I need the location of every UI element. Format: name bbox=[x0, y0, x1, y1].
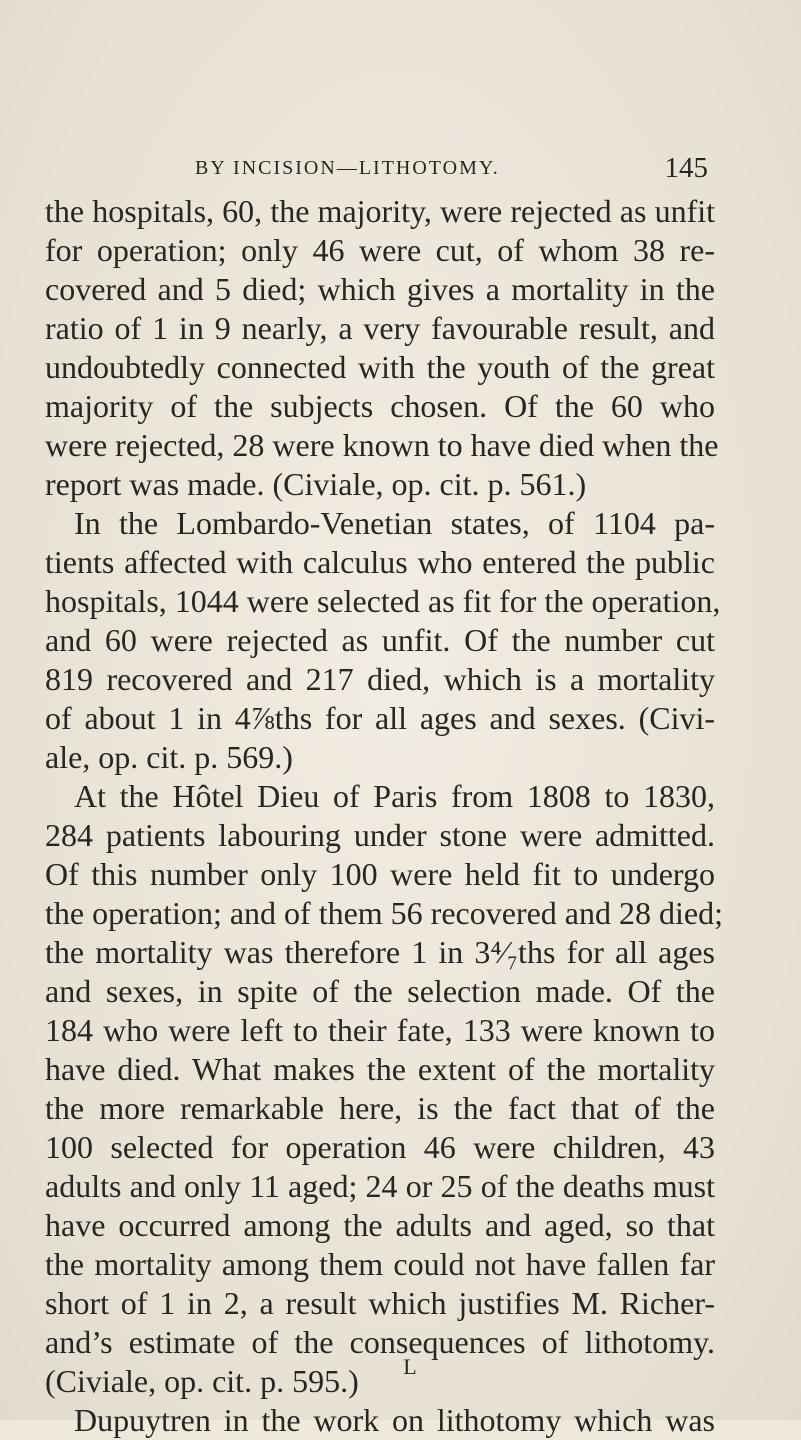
text-line: At the Hôtel Dieu of Paris from 1808 to 1830, bbox=[74, 778, 715, 814]
text-line: 284 patients labouring under stone were admitted. bbox=[45, 817, 715, 853]
text-line: have occurred among the adults and aged, so that bbox=[45, 1207, 715, 1243]
text-line: covered and 5 died; which gives a mortality in the bbox=[45, 271, 715, 307]
text-line: and 60 were rejected as unfit. Of the number cut bbox=[45, 622, 715, 658]
text-line: were rejected, 28 were known to have died when the bbox=[45, 427, 719, 463]
running-head-title: BY INCISION—LITHOTOMY. bbox=[195, 156, 500, 179]
text-line: the mortality was therefore 1 in 3⁴⁄₇ths for all ages bbox=[45, 934, 715, 970]
text-line: short of 1 in 2, a result which justifies M. Richer- bbox=[45, 1285, 715, 1321]
text-line: for operation; only 46 were cut, of whom 38 re- bbox=[45, 232, 715, 268]
text-line: (Civiale, op. cit. p. 595.) bbox=[45, 1363, 359, 1399]
text-line: majority of the subjects chosen. Of the 60 who bbox=[45, 388, 715, 424]
text-line: In the Lombardo-Venetian states, of 1104 pa- bbox=[74, 505, 715, 541]
text-line: have died. What makes the extent of the mortality bbox=[45, 1051, 715, 1087]
text-line: ratio of 1 in 9 nearly, a very favourable result, and bbox=[45, 310, 715, 346]
text-line: and sexes, in spite of the selection made. Of the bbox=[45, 973, 715, 1009]
text-line: the more remarkable here, is the fact that of the bbox=[45, 1090, 715, 1126]
body-text bbox=[45, 192, 723, 1440]
text-line: tients affected with calculus who entered the public bbox=[45, 544, 715, 580]
text-line: 819 recovered and 217 died, which is a mortality bbox=[45, 661, 715, 697]
text-line: and’s estimate of the consequences of lithotomy. bbox=[45, 1324, 715, 1360]
text-line: ale, op. cit. p. 569.) bbox=[45, 739, 293, 775]
text-line: the hospitals, 60, the majority, were rejected as unfit bbox=[45, 193, 715, 229]
text-line: Dupuytren in the work on lithotomy which was bbox=[74, 1402, 715, 1438]
page-number: 145 bbox=[664, 151, 708, 184]
text-line: 100 selected for operation 46 were children, 43 bbox=[45, 1129, 715, 1165]
text-line: the operation; and of them 56 recovered and 28 died; bbox=[45, 895, 723, 931]
signature-mark: L bbox=[403, 1354, 417, 1379]
text-line: 184 who were left to their fate, 133 were known to bbox=[45, 1012, 715, 1048]
text-line: report was made. (Civiale, op. cit. p. 561.) bbox=[45, 466, 587, 502]
text-line: of about 1 in 4⅞ths for all ages and sexes. (Civi- bbox=[45, 700, 715, 736]
running-head bbox=[195, 150, 708, 186]
text-line: hospitals, 1044 were selected as fit for the operation, bbox=[45, 583, 721, 619]
text-line: Of this number only 100 were held fit to undergo bbox=[45, 856, 715, 892]
text-line: adults and only 11 aged; 24 or 25 of the deaths must bbox=[45, 1168, 715, 1204]
text-line: undoubtedly connected with the youth of the great bbox=[45, 349, 715, 385]
text-line: the mortality among them could not have fallen far bbox=[45, 1246, 715, 1282]
